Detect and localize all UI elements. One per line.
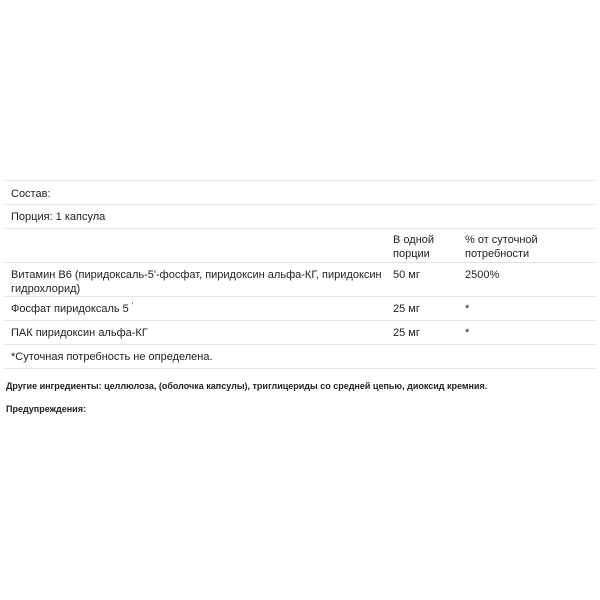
ingredient-amount: 25 мг <box>393 327 420 339</box>
ingredient-name: Витамин B6 (пиридоксаль-5'-фосфат, пиридоксин альфа-КГ, пиридоксин гидрохлорид) <box>11 269 382 295</box>
amount-column-header: В одной порции <box>393 234 435 260</box>
ingredient-amount: 50 мг <box>393 269 420 281</box>
ingredient-daily-value: * <box>465 327 470 339</box>
other-ingredients: Другие ингредиенты: целлюлоза, (оболочка капсулы), триглицериды со средней цепью, диоксид кремния. <box>6 381 488 391</box>
table-row <box>5 321 595 345</box>
daily-value-footnote: *Суточная потребность не определена. <box>11 351 213 363</box>
table-row <box>5 263 595 297</box>
supplement-facts-table <box>5 180 595 369</box>
ingredient-name: Фосфат пиридоксаль 5 <box>11 303 129 315</box>
facts-heading-row <box>5 181 595 205</box>
serving-size: Порция: 1 капсула <box>11 211 106 223</box>
warnings-heading: Предупреждения: <box>6 404 86 414</box>
daily-value-column-header: % от суточной потребности <box>465 234 538 260</box>
ingredient-name-mark: ' <box>131 302 134 310</box>
ingredient-amount: 25 мг <box>393 303 420 315</box>
ingredient-name: ПАК пиридоксин альфа-КГ <box>11 327 148 339</box>
facts-heading: Состав: <box>11 188 51 200</box>
serving-size-row <box>5 205 595 229</box>
ingredient-daily-value: 2500% <box>465 269 500 281</box>
table-row <box>5 297 595 321</box>
column-header-row <box>5 229 595 263</box>
ingredient-daily-value: * <box>465 303 470 315</box>
footnote-row <box>5 345 595 369</box>
